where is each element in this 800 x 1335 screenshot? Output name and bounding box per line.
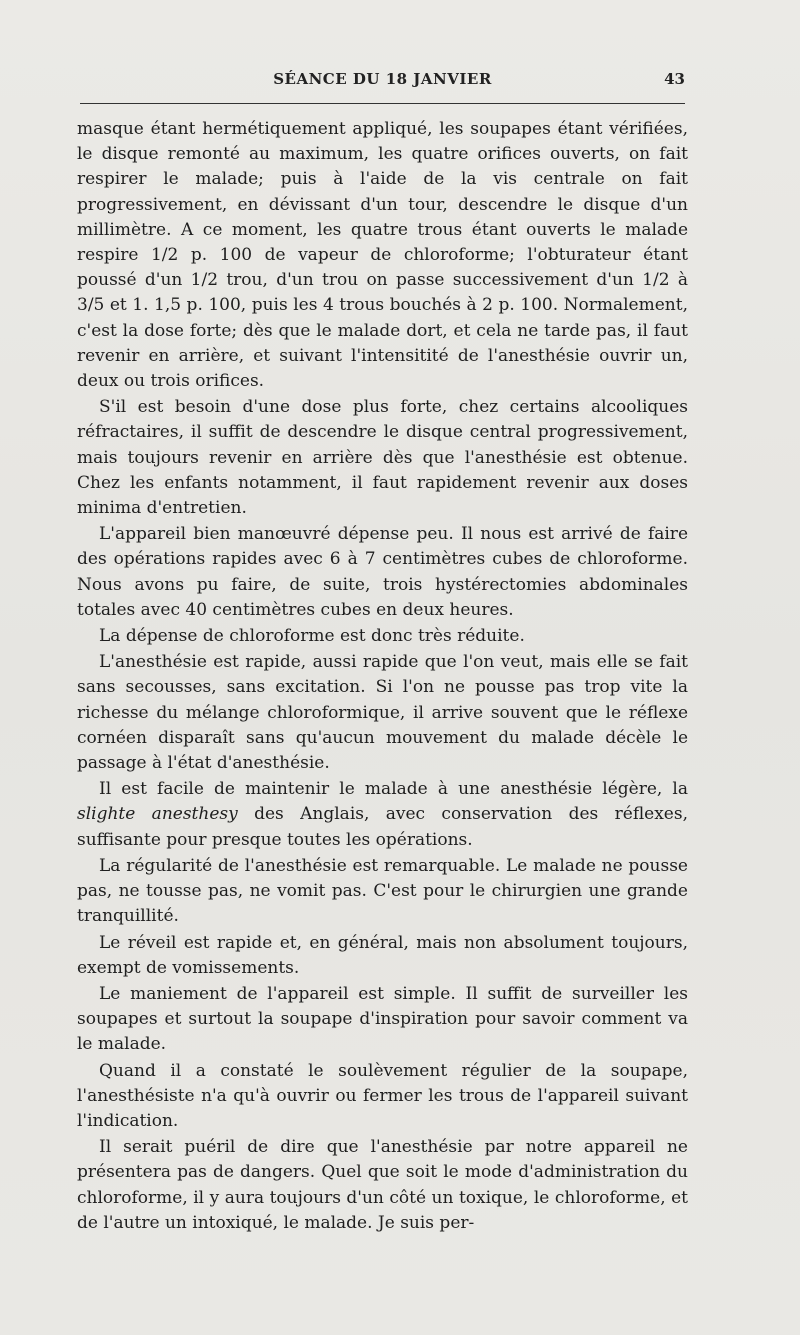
paragraph-anesthesie-legere-start: Il est facile de maintenir le malade à une anesthésie légère, la [99,779,688,800]
paragraph-regularite: La régularité de l'anesthésie est remarquable. Le malade ne pousse pas, ne tousse pas, ne vomit pas. C'est pour le chirurgien une grande tranquillité. [77,855,688,927]
header-rule [80,103,685,104]
paragraph-anesthesie-legere-end: des Anglais, avec conservation des réflexes, suffisante pour presque toutes les opérations. [77,804,688,850]
paragraph-dangers: Il serait puéril de dire que l'anesthésie par notre appareil ne présentera pas de dangers. Quel que soit le mode d'administration du chloroforme, il y aura toujours d'un côté un toxique, le chloroforme, et de l'autre un intoxiqué, le malade. Je suis per- [77,1137,688,1233]
paragraph-anesthesie-rapide: L'anesthésie est rapide, aussi rapide que l'on veut, mais elle se fait sans secousses, sans excitation. Si l'on ne pousse pas trop vite la richesse du mélange chloroformique, il arrive souvent que le réflexe cornéen disparaît sans qu'aucun mouvement du malade décèle le passage à l'état d'anesthésie. [77,652,688,774]
paragraph-soupape: Quand il a constaté le soulèvement régulier de la soupape, l'anesthésiste n'a qu'à ouvrir ou fermer les trous de l'appareil suivant l'indication. [77,1060,688,1131]
running-title: SÉANCE DU 18 JANVIER [273,70,492,88]
paragraph-dose-forte: S'il est besoin d'une dose plus forte, chez certains alcooliques réfractaires, il suffit de descendre le disque central progressivement, mais toujours revenir en arrière dès que l'anesthésie est obtenue. Chez les enfants notamment, il faut rapidement revenir aux doses minima d'entretien. [77,397,688,519]
running-head [80,70,685,94]
italic-term: slighte anesthesy [77,804,238,825]
paragraph-reveil: Le réveil est rapide et, en général, mais non absolument toujours, exempt de vomissements. [77,932,688,978]
paragraph-continued: masque étant hermétiquement appliqué, les soupapes étant vérifiées, le disque remonté au maximum, les quatre orifices ouverts, on fait respirer le malade; puis à l'aide de la vis centrale on fait progressivement, en dévissant d'un tour, descendre le disque d'un millimètre. A ce moment, les quatre trous étant ouverts le malade respire 1/2 p. 100 de vapeur de chloroforme; l'obturateur étant poussé d'un 1/2 trou, d'un trou on passe successivement d'un 1/2 à 3/5 et 1. 1,5 p. 100, puis les 4 trous bouchés à 2 p. 100. Normalement, c'est la dose forte; dès que le malade dort, et cela ne tarde pas, il faut revenir en arrière, et suivant l'intensitité de l'anesthésie ouvrir un, deux ou trois orifices. [77,119,688,392]
paragraph-maniement: Le maniement de l'appareil est simple. Il suffit de surveiller les soupapes et surtout la soupape d'inspiration pour savoir comment va le malade. [77,983,688,1055]
paragraph-depense: L'appareil bien manœuvré dépense peu. Il nous est arrivé de faire des opérations rapides avec 6 à 7 centimètres cubes de chloroforme. Nous avons pu faire, de suite, trois hystérectomies abdominales totales avec 40 centimètres cubes en deux heures. [77,524,688,620]
paragraph-anesthesie-legere [77,777,688,853]
paragraph-depense-reduite: La dépense de chloroforme est donc très réduite. [99,626,525,647]
body-text [77,117,688,1236]
page-number: 43 [664,70,685,88]
